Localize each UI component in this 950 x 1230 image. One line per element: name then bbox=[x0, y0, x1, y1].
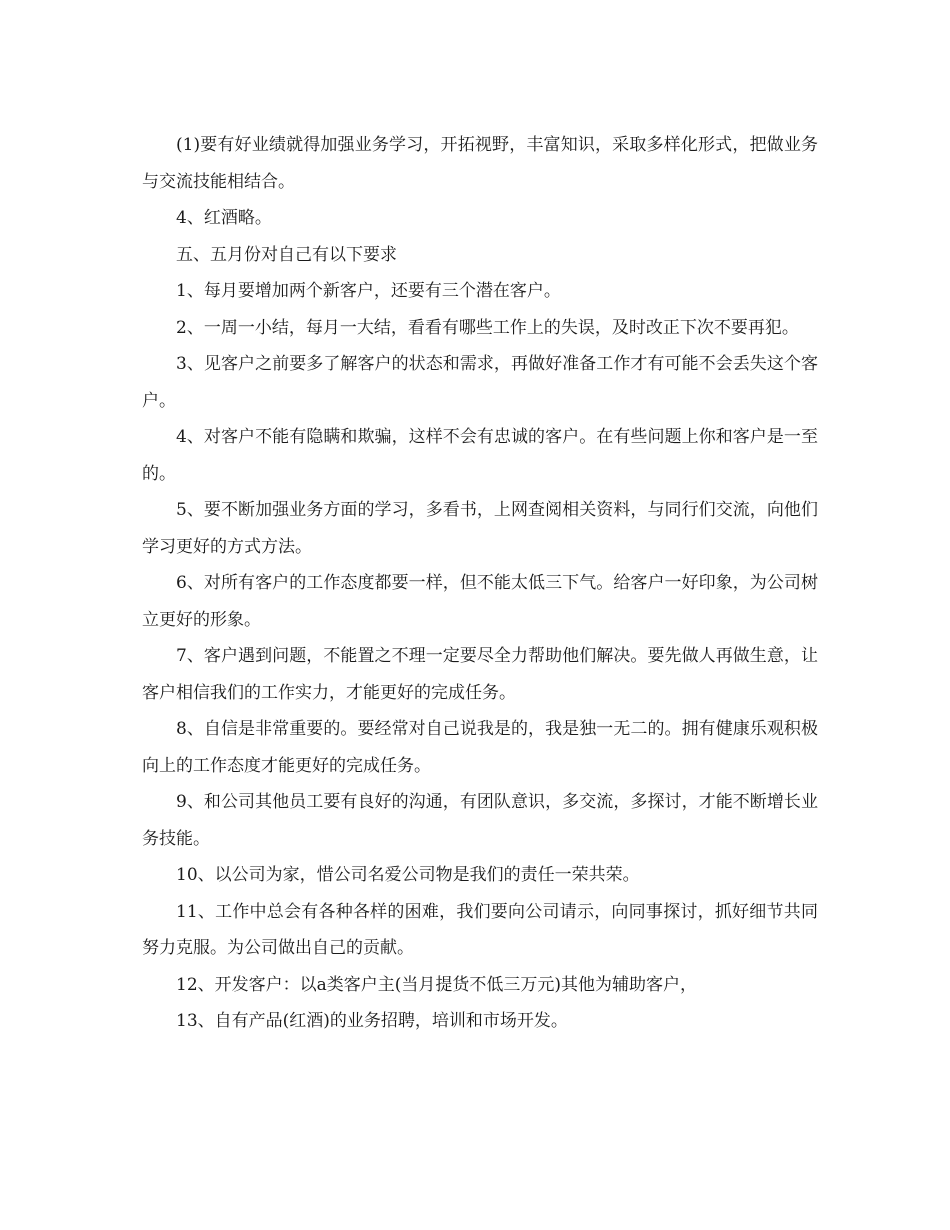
list-item-13: 13、自有产品(红酒)的业务招聘，培训和市场开发。 bbox=[176, 1011, 568, 1031]
list-item-2: 2、一周一小结，每月一大结，看看有哪些工作上的失误，及时改正下次不要再犯。 bbox=[176, 317, 799, 338]
section-heading: 五、五月份对自己有以下要求 bbox=[176, 244, 397, 265]
list-item-11: 11、工作中总会有各种各样的困难，我们要向公司请示，向同事探讨，抓好细节共同努力克服。为公司做出自己的贡献。 bbox=[142, 901, 818, 958]
list-item-6: 6、对所有客户的工作态度都要一样，但不能太低三下气。给客户一好印象，为公司树立更好的形象。 bbox=[142, 573, 818, 630]
list-item-3: 3、见客户之前要多了解客户的状态和需求，再做好准备工作才有可能不会丢失这个客户。 bbox=[142, 354, 818, 411]
list-item-8: 8、自信是非常重要的。要经常对自己说我是的，我是独一无二的。拥有健康乐观积极向上的工作态度才能更好的完成任务。 bbox=[142, 719, 818, 776]
list-item-4: 4、对客户不能有隐瞒和欺骗，这样不会有忠诚的客户。在有些问题上你和客户是一至的。 bbox=[142, 427, 818, 484]
list-item-9: 9、和公司其他员工要有良好的沟通，有团队意识，多交流，多探讨，才能不断增长业务技能。 bbox=[142, 792, 818, 849]
paragraph-1: (1)要有好业绩就得加强业务学习，开拓视野，丰富知识，采取多样化形式，把做业务与交流技能相结合。 bbox=[142, 135, 818, 192]
paragraph-2: 4、红酒略。 bbox=[176, 208, 272, 228]
document-body bbox=[142, 127, 818, 1040]
list-item-1: 1、每月要增加两个新客户，还要有三个潜在客户。 bbox=[176, 281, 561, 301]
list-item-12: 12、开发客户：以a类客户主(当月提货不低三万元)其他为辅助客户， bbox=[176, 974, 698, 995]
list-item-10: 10、以公司为家，惜公司名爱公司物是我们的责任一荣共荣。 bbox=[176, 865, 640, 885]
list-item-7: 7、客户遇到问题，不能置之不理一定要尽全力帮助他们解决。要先做人再做生意，让客户相信我们的工作实力，才能更好的完成任务。 bbox=[142, 646, 818, 703]
list-item-5: 5、要不断加强业务方面的学习，多看书，上网查阅相关资料，与同行们交流，向他们学习更好的方式方法。 bbox=[142, 500, 818, 557]
